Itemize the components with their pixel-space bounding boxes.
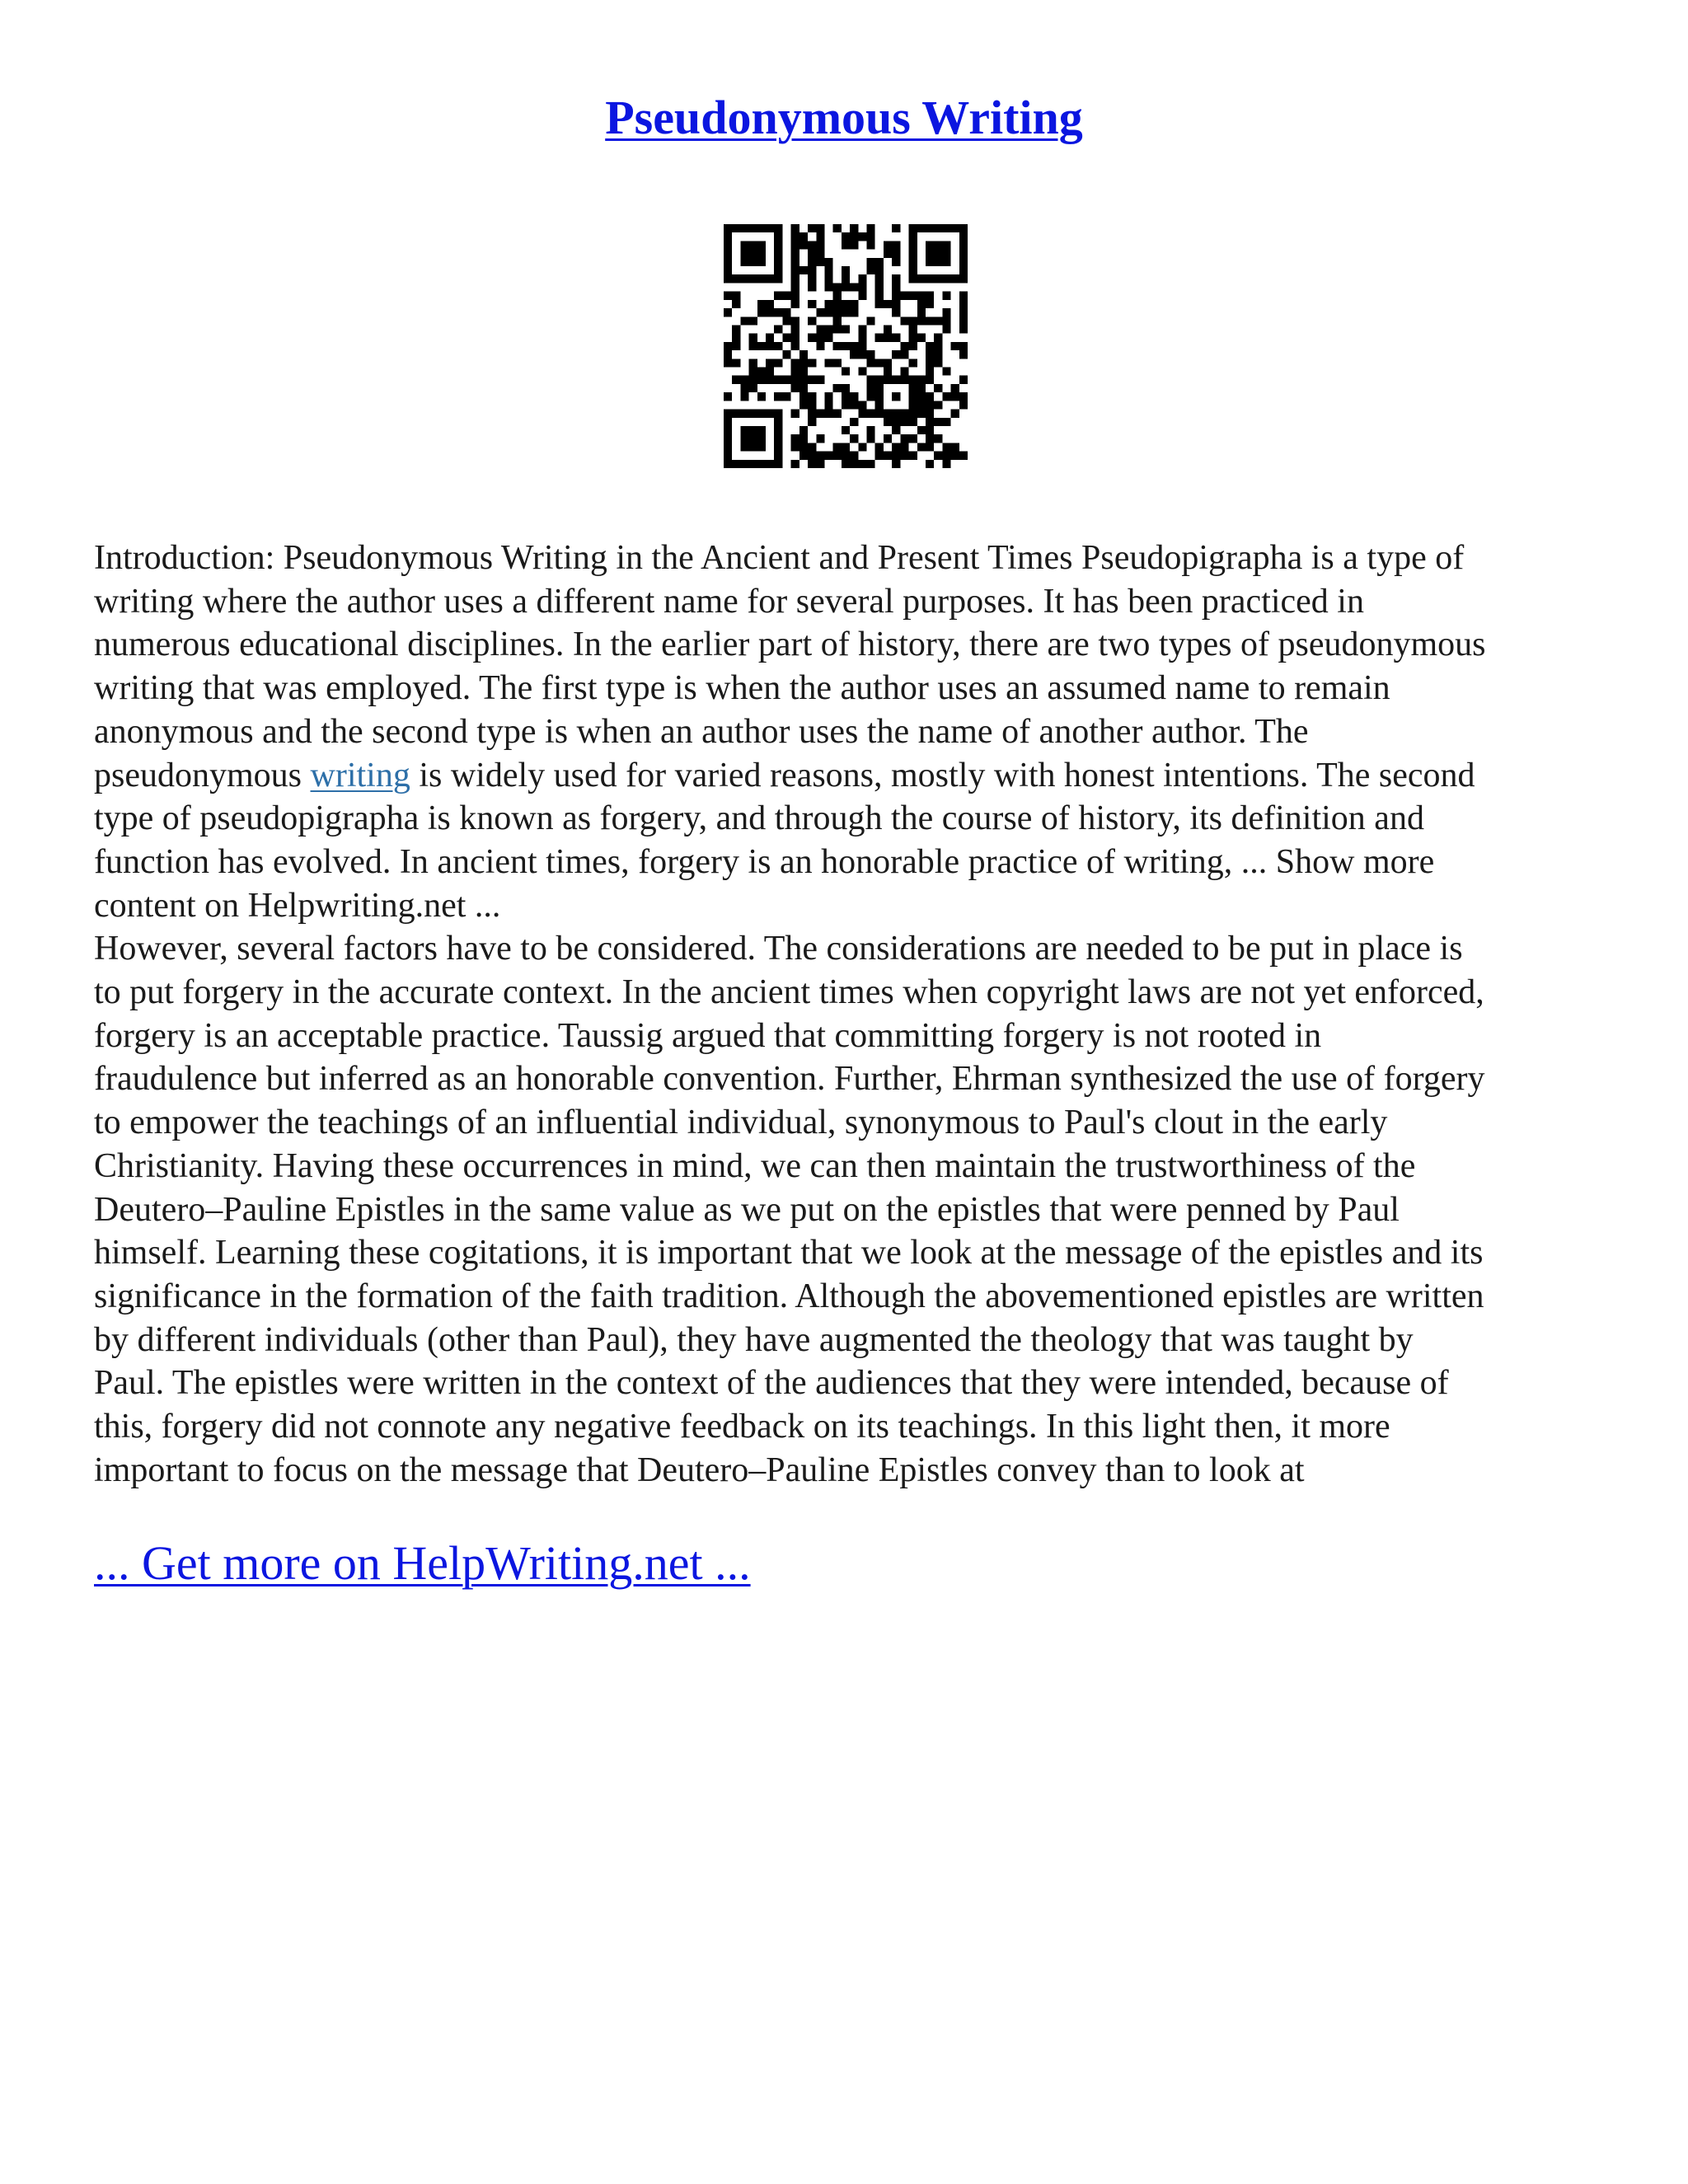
body-line: content on Helpwriting.net ...	[94, 886, 501, 925]
body-text-segment: pseudonymous	[94, 756, 311, 794]
body-line: writing that was employed. The first type is when the author uses an assumed name to remain	[94, 669, 1390, 708]
body-line: type of pseudopigrapha is known as forgery, and through the course of history, its definition and	[94, 799, 1424, 838]
body-line: function has evolved. In ancient times, forgery is an honorable practice of writing, ... Show more	[94, 842, 1435, 881]
body-line: Christianity. Having these occurrences in mind, we can then maintain the trustworthiness of the	[94, 1146, 1416, 1185]
body-line: significance in the formation of the faith tradition. Although the abovementioned epistles are written	[94, 1277, 1484, 1315]
get-more-link[interactable]: ... Get more on HelpWriting.net ...	[94, 1536, 751, 1590]
article-body	[94, 537, 1602, 1492]
body-text-segment: is widely used for varied reasons, mostly with honest intentions. The second	[410, 756, 1475, 794]
title-link[interactable]: Pseudonymous Writing	[605, 91, 1083, 144]
body-line: by different individuals (other than Paul), they have augmented the theology that was taught by	[94, 1320, 1414, 1359]
page-title	[0, 89, 1688, 147]
body-line: fraudulence but inferred as an honorable convention. Further, Ehrman synthesized the use of forgery	[94, 1060, 1485, 1099]
body-line: However, several factors have to be considered. The considerations are needed to be put in place is	[94, 930, 1463, 968]
body-line: Introduction: Pseudonymous Writing in the Ancient and Present Times Pseudopigrapha is a type of	[94, 539, 1465, 577]
body-line: anonymous and the second type is when an author uses the name of another author. The	[94, 712, 1309, 751]
body-line: Deutero–Pauline Epistles in the same value as we put on the epistles that were penned by Paul	[94, 1190, 1400, 1229]
body-line: writing where the author uses a different name for several purposes. It has been practiced in	[94, 582, 1364, 621]
body-line: Paul. The epistles were written in the context of the audiences that they were intended, because of	[94, 1364, 1449, 1403]
body-line	[94, 754, 1602, 798]
body-line: to put forgery in the accurate context. In the ancient times when copyright laws are not yet enforced,	[94, 973, 1484, 1012]
body-line: this, forgery did not connote any negative feedback on its teachings. In this light then, it more	[94, 1408, 1390, 1446]
writing-link[interactable]: writing	[310, 756, 410, 794]
qr-code-icon	[724, 224, 968, 468]
body-line: important to focus on the message that Deutero–Pauline Epistles convey than to look at	[94, 1451, 1305, 1489]
body-line: himself. Learning these cogitations, it is important that we look at the message of the epistles and its	[94, 1234, 1484, 1272]
body-line: forgery is an acceptable practice. Taussig argued that committing forgery is not rooted in	[94, 1016, 1322, 1055]
body-line: numerous educational disciplines. In the earlier part of history, there are two types of pseudonymous	[94, 626, 1486, 664]
body-line: to empower the teachings of an influential individual, synonymous to Paul's clout in the early	[94, 1104, 1388, 1142]
get-more-section	[94, 1535, 751, 1592]
